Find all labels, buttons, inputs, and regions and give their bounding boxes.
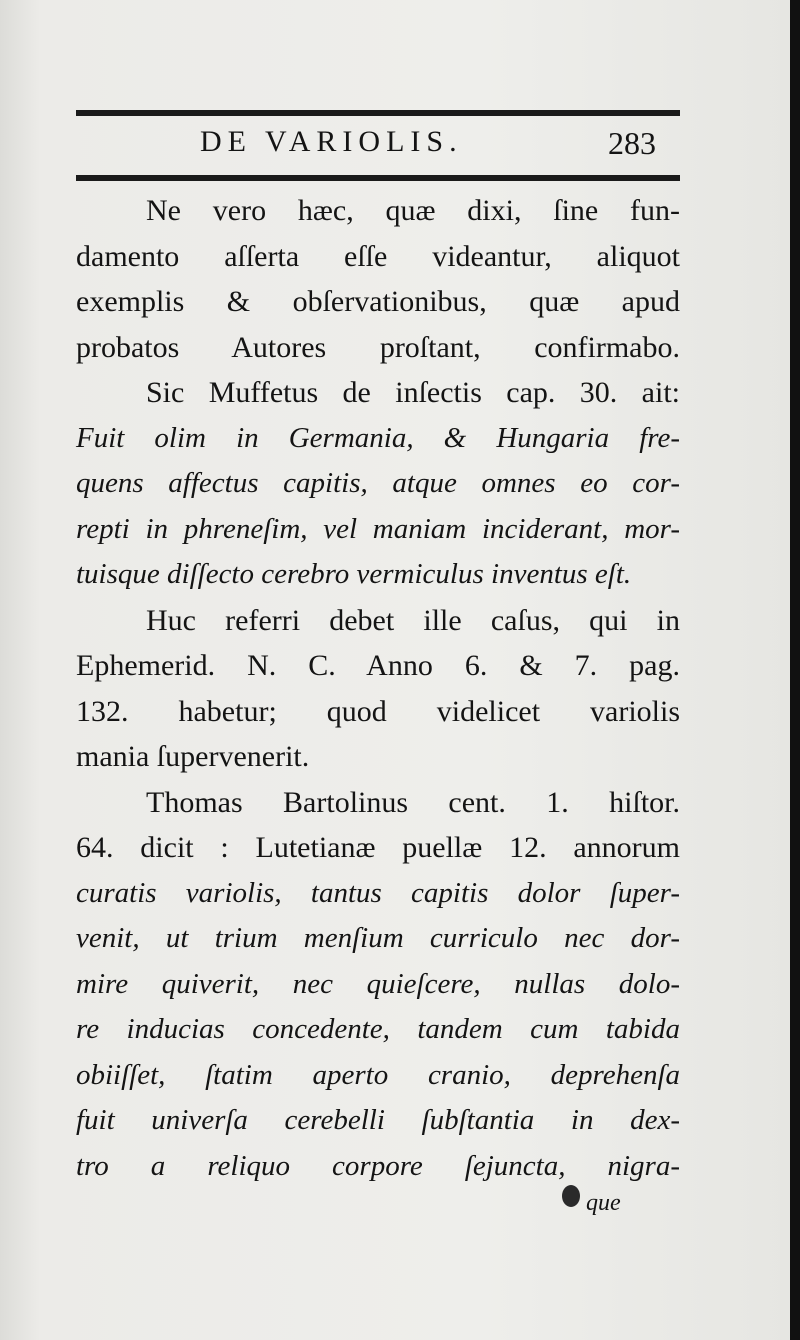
catchword: que xyxy=(586,1190,621,1216)
text-line-italic: Fuit olim in Germania, & Hungaria fre- xyxy=(76,421,680,454)
text-line-italic: repti in phreneſim, vel maniam inciderant, mor- xyxy=(76,512,680,545)
text-line-italic: curatis variolis, tantus capitis dolor ſuper- xyxy=(76,876,680,909)
text-line-italic: fuit univerſa cerebelli ſubſtantia in dex- xyxy=(76,1104,680,1136)
header-rule-bottom xyxy=(76,175,680,181)
text-line-italic: tuisque diſſecto cerebro vermiculus inventus eſt. xyxy=(76,558,632,590)
text-line: probatos Autores proſtant, confirmabo. xyxy=(76,330,680,364)
body-text xyxy=(76,188,680,1189)
text-line: Ephemerid. N. C. Anno 6. & 7. pag. xyxy=(76,649,680,682)
text-line-italic: re inducias concedente, tandem cum tabida xyxy=(76,1013,680,1045)
text-line-italic: venit, ut trium menſium curriculo nec dor- xyxy=(76,922,680,954)
text-line: 132. habetur; quod videlicet variolis xyxy=(76,694,680,728)
text-line: Huc referri debet ille caſus, qui in xyxy=(146,603,680,637)
text-line: exemplis & obſervationibus, quæ apud xyxy=(76,285,680,318)
running-head xyxy=(76,125,680,169)
text-line: Ne vero hæc, quæ dixi, ſine fun- xyxy=(146,194,680,227)
page-edge-shadow xyxy=(790,0,800,1340)
text-line-italic: quens affectus capitis, atque omnes eo cor- xyxy=(76,467,680,499)
text-line: 64. dicit : Lutetianæ puellæ 12. annorum xyxy=(76,831,680,864)
text-line: damento aſſerta eſſe videantur, aliquot xyxy=(76,239,680,273)
text-line-italic: mire quiverit, nec quieſcere, nullas dolo- xyxy=(76,967,680,1000)
text-line: Thomas Bartolinus cent. 1. hiſtor. xyxy=(146,785,680,819)
page-number: 283 xyxy=(608,125,656,161)
text-line-italic: obiiſſet, ſtatim aperto cranio, deprehenſa xyxy=(76,1058,680,1091)
header-rule-top xyxy=(76,110,680,116)
ink-blot xyxy=(562,1185,580,1207)
text-line-italic: tro a reliquo corpore ſejuncta, nigra- xyxy=(76,1149,680,1182)
text-line: Sic Muffetus de inſectis cap. 30. ait: xyxy=(146,376,680,409)
text-line: mania ſupervenerit. xyxy=(76,740,310,773)
running-title: DE VARIOLIS. xyxy=(200,125,463,158)
